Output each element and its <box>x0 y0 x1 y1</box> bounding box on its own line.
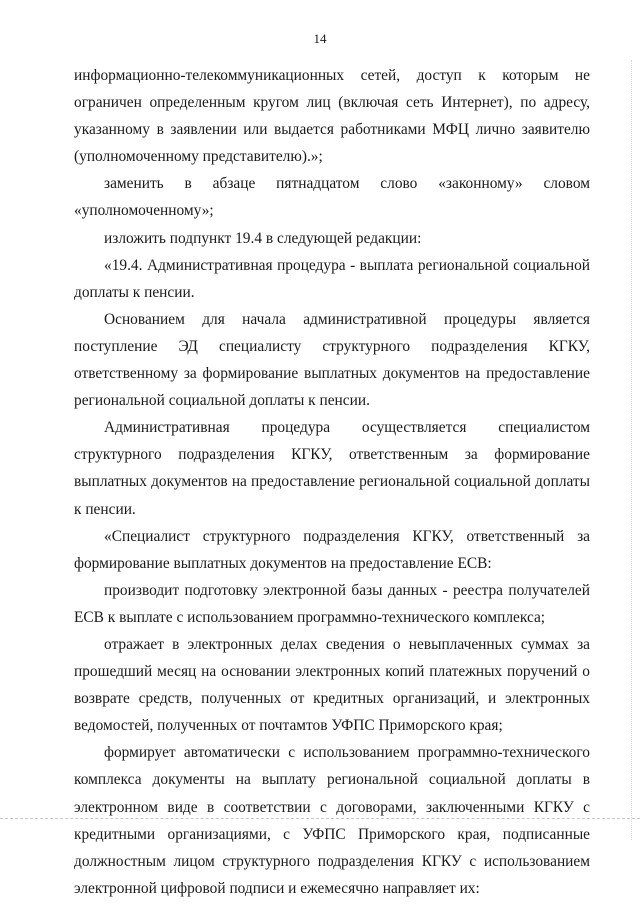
paragraph: «19.4. Административная процедура - выплата региональной социальной доплаты к пенсии. <box>74 256 590 301</box>
page-number: 14 <box>313 31 327 46</box>
paragraph: производит подготовку электронной базы данных - реестра получателей ЕСВ к выплате с использованием программно-технического комплекса; <box>74 581 590 626</box>
paragraph: отражает в электронных делах сведения о невыплаченных суммах за прошедший месяц на основании электронных копий платежных поручений о возврате средств, полученных от кредитных организаций, и электронных ведомостей, полученных от почтамтов УФПС Приморского края; <box>74 635 590 735</box>
document-body <box>74 62 590 902</box>
paragraph: заменить в абзаце пятнадцатом слово «законному» словом «уполномоченному»; <box>74 175 590 220</box>
paragraph: изложить подпункт 19.4 в следующей редакции: <box>104 229 422 247</box>
paragraph: Основанием для начала административной процедуры является поступление ЭД специалисту структурного подразделения КГКУ, ответственному за формирование выплатных документов на предоставление региональной социальной доплаты к пенсии. <box>74 310 590 410</box>
paragraph: формирует автоматически с использованием программно-технического комплекса документы на выплату региональной социальной доплаты в электронном виде в соответствии с договорами, заключенными КГКУ с кредитными организациями, с УФПС Приморского края, подписанные должностным лицом структурного подразделения КГКУ с использованием электронной цифровой подписи и ежемесячно направляет их: <box>74 744 590 897</box>
paragraph: информационно-телекоммуникационных сетей, доступ к которым не ограничен определенным кругом лиц (включая сеть Интернет), по адресу, указанному в заявлении или выдается работниками МФЦ лично заявителю (уполномоченному представителю).»; <box>74 67 590 166</box>
scan-artifact-edge <box>631 60 632 840</box>
paragraph: Административная процедура осуществляется специалистом структурного подразделения КГКУ, ответственным за формирование выплатных документов на предоставление региональной социальной доплаты к пенсии. <box>74 419 590 518</box>
paragraph: «Специалист структурного подразделения КГКУ, ответственный за формирование выплатных документов на предоставление ЕСВ: <box>74 527 590 572</box>
scan-artifact-line <box>0 818 640 819</box>
